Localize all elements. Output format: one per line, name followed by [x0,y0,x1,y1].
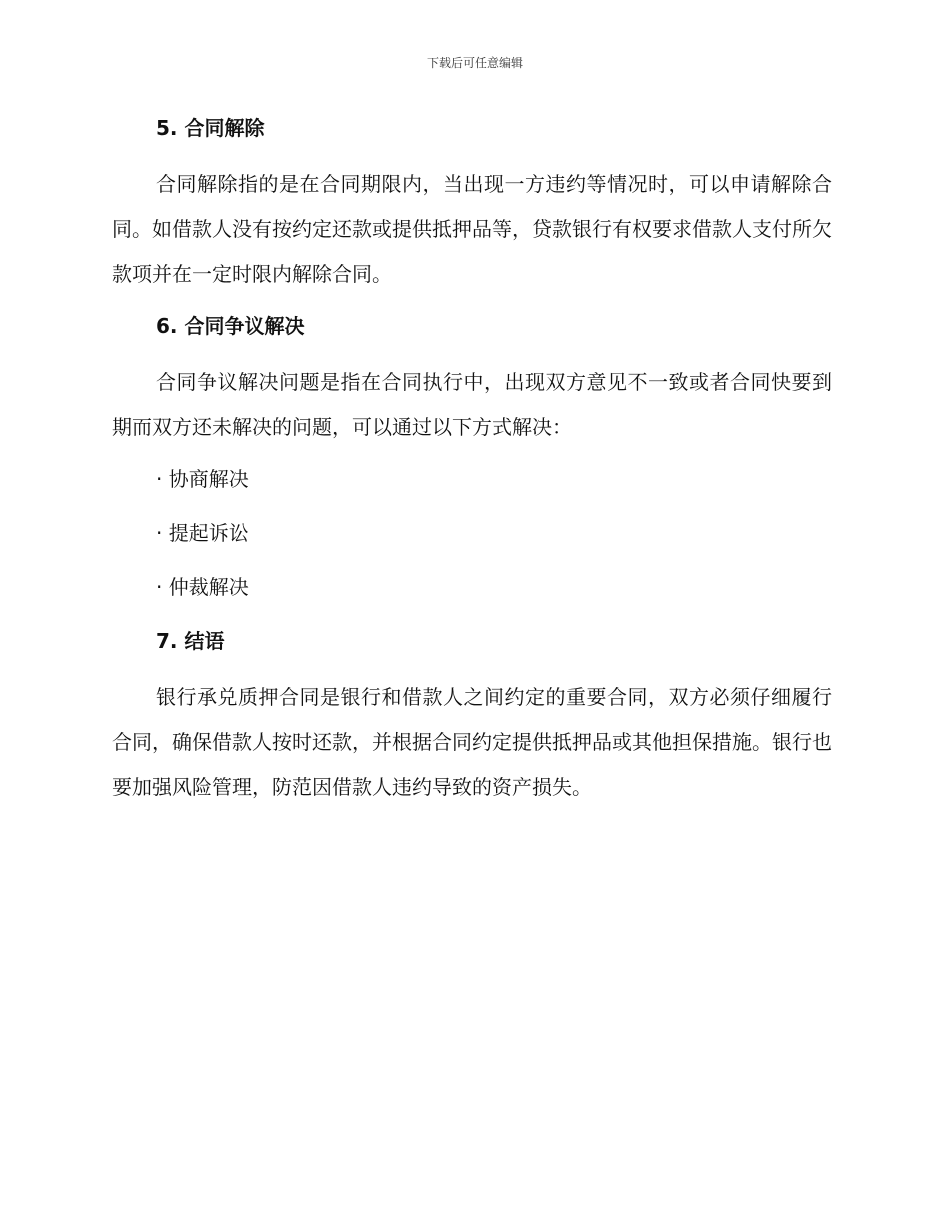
section-paragraph-contract-termination: 合同解除指的是在合同期限内，当出现一方违约等情况时，可以申请解除合同。如借款人没有按约定还款或提供抵押品等，贷款银行有权要求借款人支付所欠款项并在一定时限内解除合同。 [112,172,832,286]
section-heading-contract-termination: 5. 合同解除 [156,116,265,140]
section-heading-dispute-resolution: 6. 合同争议解决 [156,314,305,338]
page-header: 下载后可任意编辑 [426,56,523,70]
section-paragraph-conclusion: 银行承兑质押合同是银行和借款人之间约定的重要合同，双方必须仔细履行合同，确保借款人按时还款，并根据合同约定提供抵押品或其他担保措施。银行也要加强风险管理，防范因借款人违约导致的资产损失。 [112,685,832,799]
section-paragraph-dispute-resolution: 合同争议解决问题是指在合同执行中，出现双方意见不一致或者合同快要到期而双方还未解决的问题，可以通过以下方式解决： [112,370,832,439]
section-heading-conclusion: 7. 结语 [156,629,225,653]
list-item-litigation: · 提起诉讼 [156,521,249,545]
document-body [112,108,832,819]
list-item-arbitration: · 仲裁解决 [156,575,249,599]
list-item-negotiation: · 协商解决 [156,467,249,491]
